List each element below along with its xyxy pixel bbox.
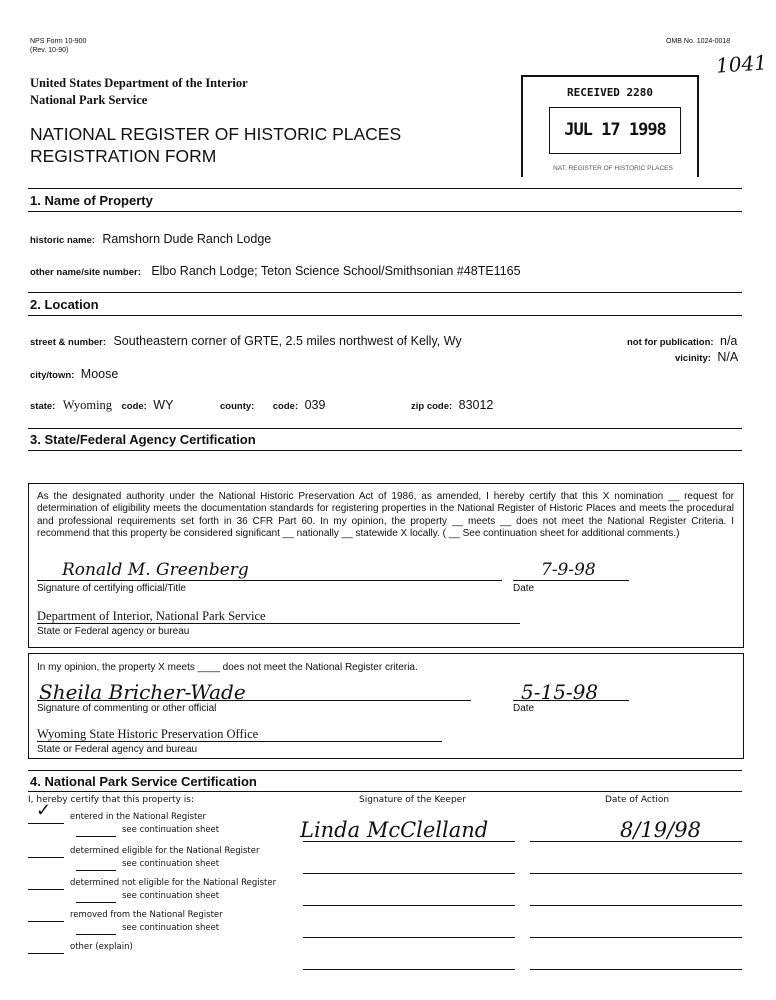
state-code-label: code: xyxy=(121,401,147,412)
form-number: NPS Form 10-900 xyxy=(30,38,87,45)
commenting-signature: Sheila Bricher-Wade xyxy=(39,680,246,704)
date-of-action-value: 8/19/98 xyxy=(620,818,701,842)
other-name-row xyxy=(30,262,521,280)
nps-certify-intro: I, hereby certify that this property is: xyxy=(28,795,194,805)
county-label: county: xyxy=(220,401,255,412)
divider xyxy=(28,428,742,429)
certification-box xyxy=(28,483,744,648)
status-removed-label: removed from the National Register xyxy=(70,910,223,920)
stamp-date: JUL 17 1998 xyxy=(564,120,666,140)
commenting-signature-label: Signature of commenting or other official xyxy=(37,703,217,714)
continuation-checkbox[interactable] xyxy=(76,925,116,935)
stamp-inner-box xyxy=(549,107,681,154)
divider xyxy=(28,770,742,771)
signature-line xyxy=(37,580,502,581)
check-mark-icon: ✓ xyxy=(36,800,52,821)
certifying-date: 7-9-98 xyxy=(541,560,596,580)
checkbox-entered[interactable] xyxy=(28,800,64,824)
checkbox-not-eligible[interactable] xyxy=(28,880,64,890)
continuation-checkbox[interactable] xyxy=(76,861,116,871)
action-line xyxy=(530,841,742,842)
not-for-publication-value: n/a xyxy=(720,334,738,348)
divider xyxy=(28,791,742,792)
commenting-date: 5-15-98 xyxy=(521,680,599,704)
continuation-checkbox[interactable] xyxy=(76,893,116,903)
action-line xyxy=(530,905,742,906)
action-line xyxy=(530,873,742,874)
street-value: Southeastern corner of GRTE, 2.5 miles northwest of Kelly, Wy xyxy=(113,334,462,348)
divider xyxy=(28,292,742,293)
historic-name-value: Ramshorn Dude Ranch Lodge xyxy=(102,232,272,246)
city-row xyxy=(30,365,118,383)
status-removed xyxy=(28,909,223,935)
other-name-value: Elbo Ranch Lodge; Teton Science School/Smithsonian #48TE1165 xyxy=(151,264,521,278)
status-not-eligible xyxy=(28,877,276,903)
status-entered-label: entered in the National Register xyxy=(70,812,207,822)
agency-line xyxy=(37,623,520,624)
county-row xyxy=(220,396,325,414)
street-label: street & number: xyxy=(30,337,107,348)
section1-heading: 1. Name of Property xyxy=(30,193,153,208)
checkbox-eligible[interactable] xyxy=(28,848,64,858)
divider xyxy=(28,211,742,212)
action-line xyxy=(530,937,742,938)
certifying-date-label: Date xyxy=(513,583,535,594)
section4-heading: 4. National Park Service Certification xyxy=(30,774,257,789)
agency-line xyxy=(37,741,442,742)
keeper-signature: Linda McClelland xyxy=(300,818,489,842)
checkbox-other[interactable] xyxy=(28,944,64,954)
certification-text: As the designated authority under the National Historic Preservation Act of 1986, as amended, I hereby certify that this X nomination __ request for determination of eligibility meets the documentation standards for registering properties in the National Register of Historic Places and meets the procedural and professional requirements set forth in 36 CFR Part 60. In my opinion, the property __ meets __ does not meet the National Register Criteria. I recommend that this property be considered significant __ nationally __ statewide X locally. ( __ See continuation sheet for additional comments.) xyxy=(37,491,734,540)
certifying-agency-label: State or Federal agency or bureau xyxy=(37,626,190,637)
street-row xyxy=(30,332,462,350)
not-for-publication-label: not for publication: xyxy=(627,337,714,348)
checkbox-removed[interactable] xyxy=(28,912,64,922)
status-eligible-label: determined eligible for the National Register xyxy=(70,846,260,856)
stamp-received-text: RECEIVED 2280 xyxy=(566,86,654,99)
commenting-date-label: Date xyxy=(513,703,535,714)
vicinity-row xyxy=(675,348,738,366)
keeper-signature-label: Signature of the Keeper xyxy=(359,795,466,805)
form-title-line1: NATIONAL REGISTER OF HISTORIC PLACES xyxy=(30,124,402,144)
section3-heading: 3. State/Federal Agency Certification xyxy=(30,432,256,447)
other-name-label: other name/site number: xyxy=(30,267,141,278)
historic-name-label: historic name: xyxy=(30,235,95,246)
vicinity-value: N/A xyxy=(717,350,739,364)
county-code-value: 039 xyxy=(304,398,326,412)
status-not-eligible-sub: see continuation sheet xyxy=(122,891,220,901)
state-row xyxy=(30,396,173,414)
status-eligible-sub: see continuation sheet xyxy=(122,859,220,869)
commenting-agency-label: State or Federal agency and bureau xyxy=(37,744,198,755)
certifying-agency: Department of Interior, National Park Service xyxy=(37,609,266,623)
agency-name: National Park Service xyxy=(30,93,148,107)
keeper-line xyxy=(303,905,515,906)
divider xyxy=(28,315,742,316)
omb-number: OMB No. 1024-0018 xyxy=(666,38,731,45)
handwritten-number: 1041 xyxy=(715,50,768,78)
county-code-label: code: xyxy=(272,401,299,412)
received-stamp xyxy=(521,75,699,177)
keeper-line xyxy=(303,873,515,874)
continuation-checkbox[interactable] xyxy=(76,827,116,837)
city-value: Moose xyxy=(80,367,119,381)
date-line xyxy=(513,580,629,581)
status-other-label: other (explain) xyxy=(70,942,133,952)
status-not-eligible-label: determined not eligible for the National Register xyxy=(70,878,277,888)
opinion-box xyxy=(28,653,744,759)
keeper-line xyxy=(303,937,515,938)
state-code-value: WY xyxy=(153,398,174,412)
form-revision: (Rev. 10-90) xyxy=(30,47,69,54)
date-of-action-label: Date of Action xyxy=(605,795,670,805)
form-title-line2: REGISTRATION FORM xyxy=(30,146,217,166)
certifying-signature: Ronald M. Greenberg xyxy=(62,560,249,580)
commenting-agency: Wyoming State Historic Preservation Office xyxy=(37,727,259,741)
action-line xyxy=(530,969,742,970)
keeper-line xyxy=(303,841,515,842)
department-name: United States Department of the Interior xyxy=(30,76,248,90)
status-entered-sub: see continuation sheet xyxy=(122,825,220,835)
section2-heading: 2. Location xyxy=(30,297,99,312)
state-label: state: xyxy=(30,401,56,412)
vicinity-label: vicinity: xyxy=(675,353,711,364)
zip-row xyxy=(411,396,493,414)
state-value: Wyoming xyxy=(62,398,113,412)
keeper-line xyxy=(303,969,515,970)
zip-value: 83012 xyxy=(458,398,494,412)
divider xyxy=(28,188,742,189)
city-label: city/town: xyxy=(30,370,75,381)
date-line xyxy=(513,700,629,701)
status-other xyxy=(28,941,133,954)
stamp-bottom-text: NAT. REGISTER OF HISTORIC PLACES xyxy=(553,165,673,172)
divider xyxy=(28,450,742,451)
status-removed-sub: see continuation sheet xyxy=(122,923,220,933)
signature-line xyxy=(37,700,471,701)
status-eligible xyxy=(28,845,259,871)
zip-label: zip code: xyxy=(411,401,453,412)
certifying-signature-label: Signature of certifying official/Title xyxy=(37,583,186,594)
historic-name-row xyxy=(30,230,271,248)
opinion-text: In my opinion, the property X meets ____ does not meet the National Register criteria. xyxy=(37,662,418,673)
